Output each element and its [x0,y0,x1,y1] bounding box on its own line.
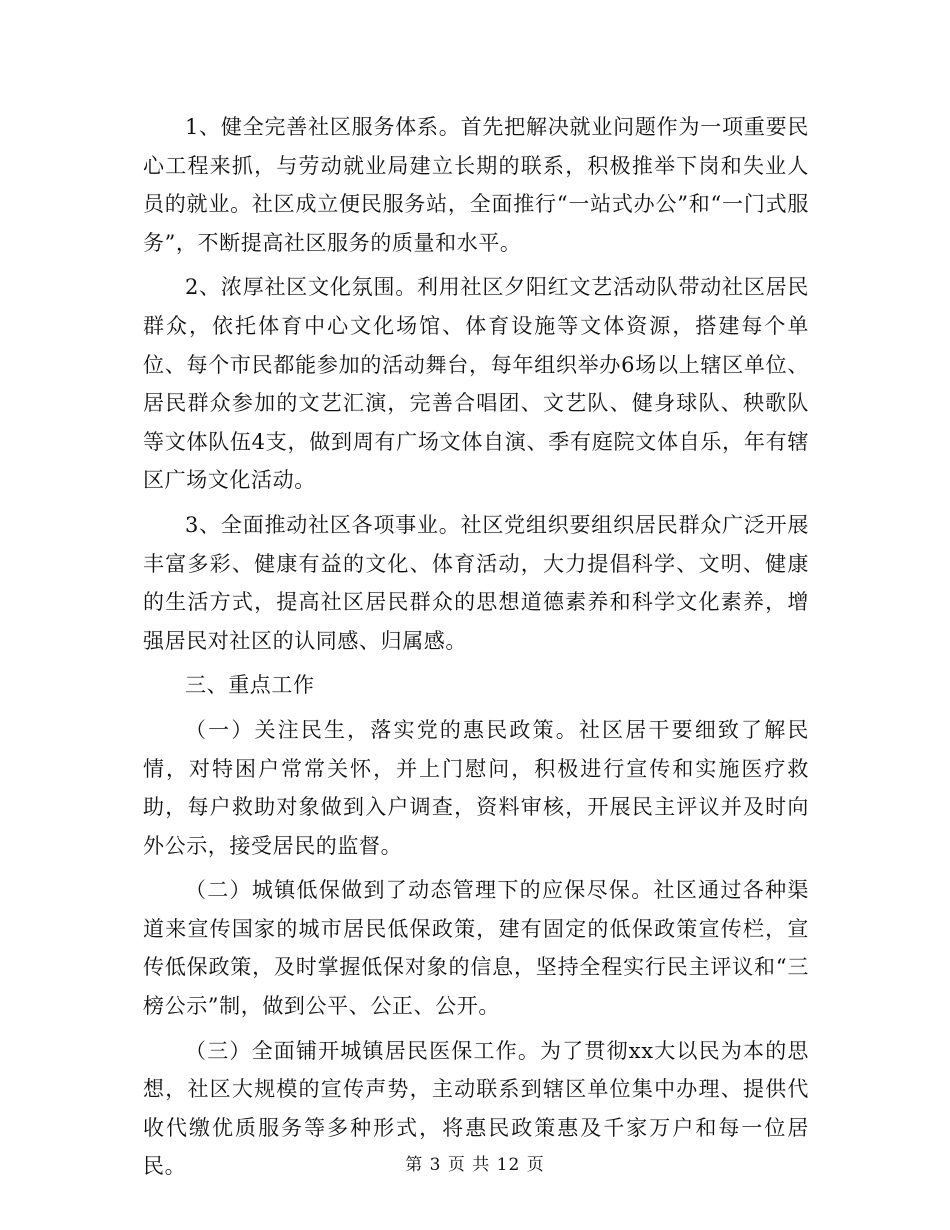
section-heading-key-work: 三、重点工作 [185,673,315,698]
paragraph-community-affairs: 3、全面推动社区各项事业。社区党组织要组织居民群众广泛开展丰富多彩、健康有益的文化、体育活动，大力提倡科学、文明、健康的生活方式，提高社区居民群众的思想道德素养和科学文化素养，增强居民对社区的认同感、归属感。 [143,512,809,653]
paragraph-culture: 2、浓厚社区文化氛围。利用社区夕阳红文艺活动队带动社区居民群众，依托体育中心文化场馆、体育设施等文体资源，搭建每个单位、每个市民都能参加的活动舞台，每年组织举办6场以上辖区单位、居民群众参加的文艺汇演，完善合唱团、文艺队、健身球队、秧歌队等文体队伍4支，做到周有广场文体自演、季有庭院文体自乐，年有辖区广场文化活动。 [143,275,809,493]
paragraph-livelihood: （一）关注民生，落实党的惠民政策。社区居干要细致了解民情，对特困户常常关怀，并上门慰问，积极进行宣传和实施医疗救助，每户救助对象做到入户调查，资料审核，开展民主评议并及时向外公示，接受居民的监督。 [143,717,809,858]
paragraph-medical-insurance: （三）全面铺开城镇居民医保工作。为了贯彻xx大以民为本的思想，社区大规模的宣传声势，主动联系到辖区单位集中办理、提供代收代缴优质服务等多种形式，将惠民政策惠及千家万户和每一位居民。 [143,1038,809,1179]
paragraph-low-income: （二）城镇低保做到了动态管理下的应保尽保。社区通过各种渠道来宣传国家的城市居民低保政策，建有固定的低保政策宣传栏，宣传低保政策，及时掌握低保对象的信息，坚持全程实行民主评议和“三榜公示”制，做到公平、公正、公开。 [143,878,809,1019]
document-body [143,108,809,1192]
page-number-footer: 第 3 页 共 12 页 [405,1155,545,1175]
paragraph-service-system: 1、健全完善社区服务体系。首先把解决就业问题作为一项重要民心工程来抓，与劳动就业局建立长期的联系，积极推举下岗和失业人员的就业。社区成立便民服务站，全面推行“一站式办公”和“一门式服务”，不断提高社区服务的质量和水平。 [143,115,809,255]
